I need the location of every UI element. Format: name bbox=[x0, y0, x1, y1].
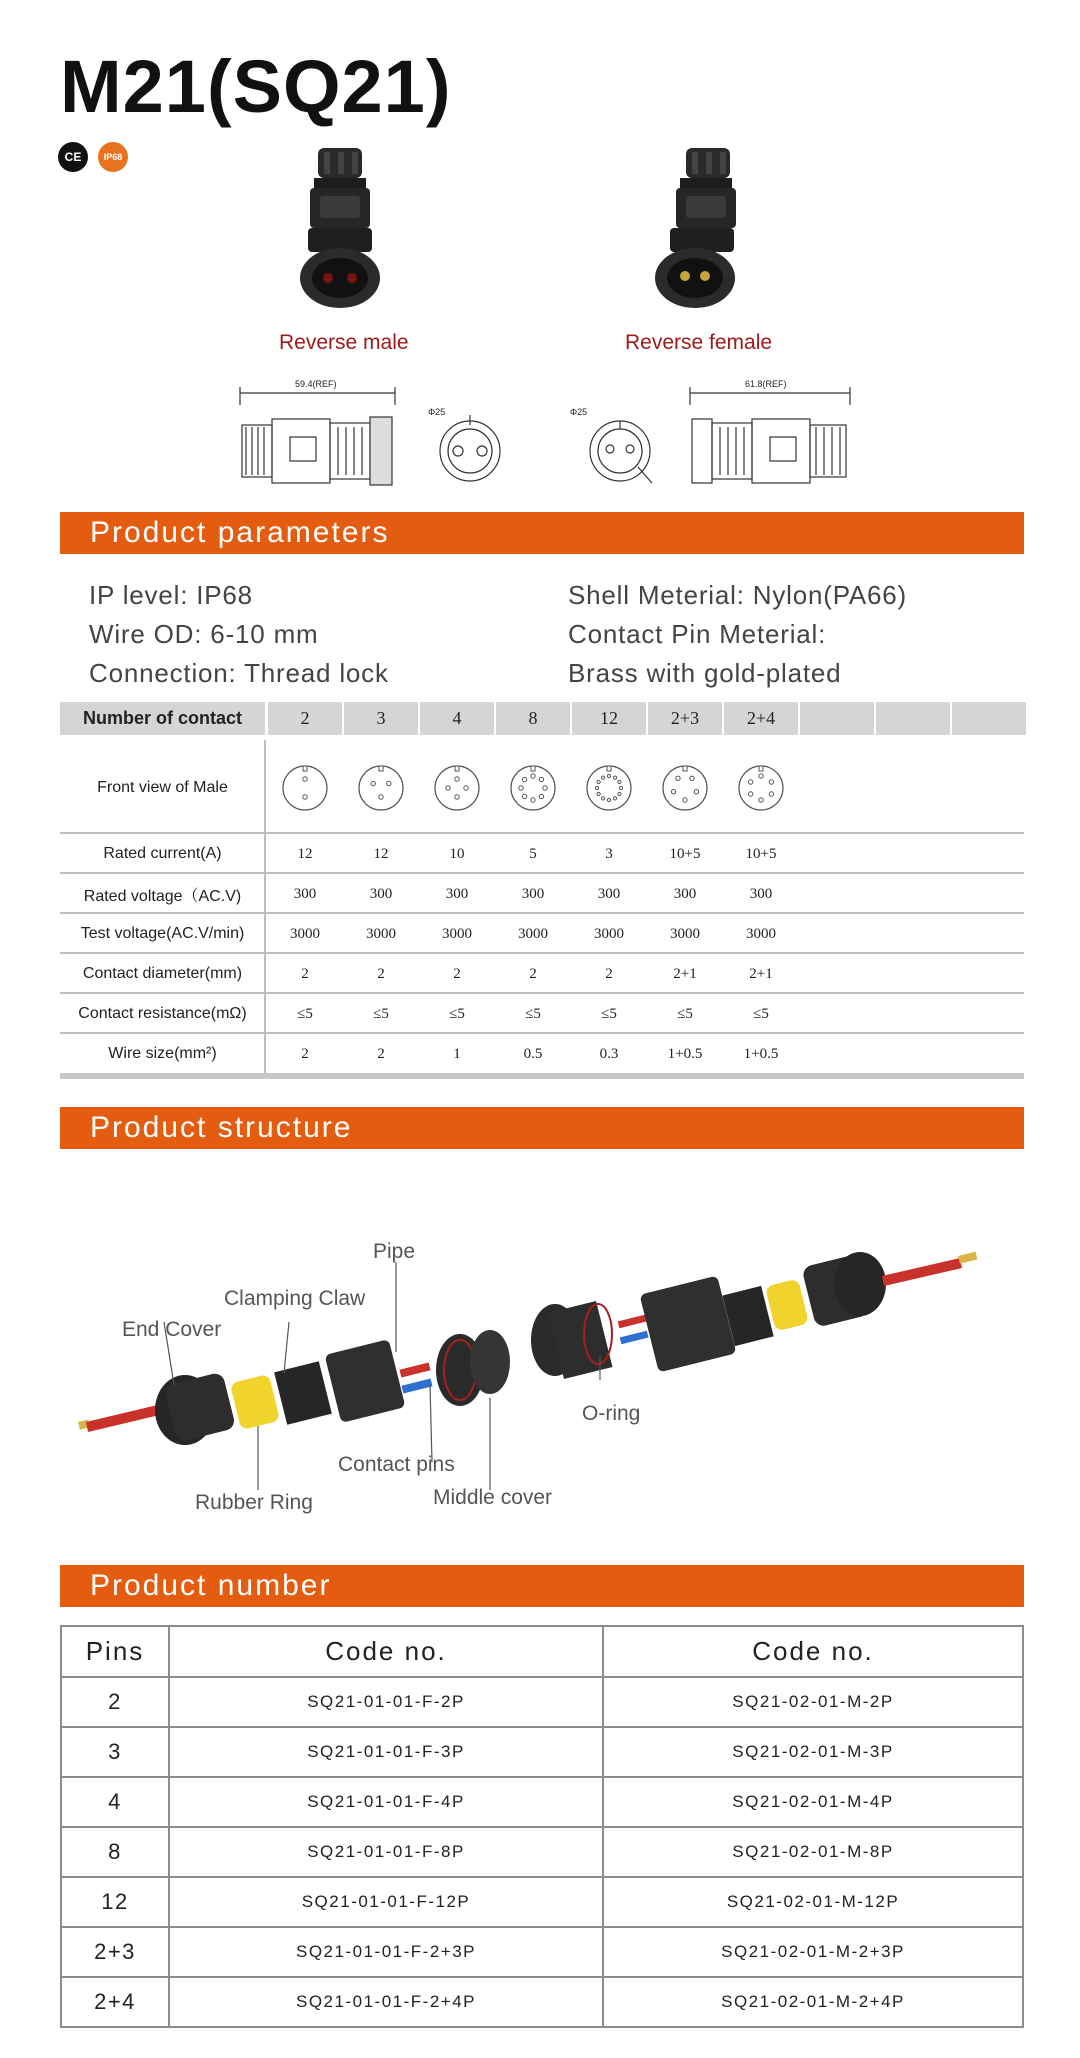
table-row bbox=[61, 1827, 1023, 1877]
male-front-view-icon bbox=[357, 764, 405, 812]
spec-cell: ≤5 bbox=[677, 1005, 693, 1022]
param-contact-pin-plating: Brass with gold-plated bbox=[568, 658, 842, 688]
pn-pins-cell: 4 bbox=[61, 1777, 169, 1827]
pn-pins-cell: 2+3 bbox=[61, 1927, 169, 1977]
table-row bbox=[61, 1677, 1023, 1727]
spec-cell: 12 bbox=[297, 845, 313, 862]
spec-cell: 2 bbox=[301, 1045, 309, 1062]
spec-cell: ≤5 bbox=[297, 1005, 313, 1022]
param-wire-od: Wire OD: 6-10 mm bbox=[89, 619, 319, 649]
dimension-drawings bbox=[230, 375, 890, 493]
spec-cell: ≤5 bbox=[449, 1005, 465, 1022]
spec-cell: 0.5 bbox=[523, 1045, 543, 1062]
spec-cell: 2+1 bbox=[673, 965, 697, 982]
reverse-male-connector-image bbox=[280, 148, 400, 318]
table-row bbox=[61, 1927, 1023, 1977]
spec-cell: 3000 bbox=[442, 925, 472, 942]
pn-code-female-cell: SQ21-01-01-F-4P bbox=[169, 1777, 603, 1827]
table-bottom-border bbox=[60, 1073, 1024, 1079]
female-length-dimension: 61.8(REF) bbox=[745, 379, 787, 389]
spec-cell: 3000 bbox=[518, 925, 548, 942]
pn-code-male-cell: SQ21-02-01-M-3P bbox=[603, 1727, 1023, 1777]
male-diameter-dimension: Φ25 bbox=[428, 407, 446, 417]
spec-row-label: Rated current(A) bbox=[103, 845, 222, 862]
spec-cell: 2 bbox=[301, 965, 309, 982]
table-row-divider bbox=[60, 952, 1024, 954]
table-row-divider bbox=[60, 1032, 1024, 1034]
table-row-divider bbox=[60, 992, 1024, 994]
table-row-divider bbox=[60, 912, 1024, 914]
spec-column-header: 2+4 bbox=[724, 702, 798, 735]
label-contact-pins: Contact pins bbox=[338, 1453, 455, 1476]
spec-cell: 1 bbox=[453, 1045, 461, 1062]
spec-header-label: Number of contact bbox=[60, 702, 265, 735]
spec-column-header bbox=[952, 702, 1026, 735]
spec-column-header: 3 bbox=[344, 702, 418, 735]
spec-cell: 2+1 bbox=[749, 965, 773, 982]
spec-cell: 3000 bbox=[670, 925, 700, 942]
pn-code-female-cell: SQ21-01-01-F-2+4P bbox=[169, 1977, 603, 2027]
spec-cell: 5 bbox=[529, 845, 537, 862]
pn-code-male-cell: SQ21-02-01-M-2+3P bbox=[603, 1927, 1023, 1977]
spec-cell: ≤5 bbox=[525, 1005, 541, 1022]
pn-code-female-cell: SQ21-01-01-F-3P bbox=[169, 1727, 603, 1777]
pn-pins-cell: 12 bbox=[61, 1877, 169, 1927]
pn-code-male-cell: SQ21-02-01-M-4P bbox=[603, 1777, 1023, 1827]
male-front-view-icon bbox=[509, 764, 557, 812]
spec-row-label: Contact resistance(mΩ) bbox=[78, 1005, 247, 1022]
spec-cell: 300 bbox=[749, 885, 773, 902]
spec-cell: 3000 bbox=[746, 925, 776, 942]
spec-cell: 10 bbox=[449, 845, 465, 862]
param-ip-level: IP level: IP68 bbox=[89, 580, 253, 610]
section-parameters-header: Product parameters bbox=[60, 512, 1024, 554]
spec-row-label: Contact diameter(mm) bbox=[82, 965, 243, 982]
spec-column-header: 2 bbox=[268, 702, 342, 735]
pn-pins-cell: 2 bbox=[61, 1677, 169, 1727]
spec-cell: 3000 bbox=[594, 925, 624, 942]
section-structure-header: Product structure bbox=[60, 1107, 1024, 1149]
spec-cell: 300 bbox=[293, 885, 317, 902]
front-view-label: Front view of Male bbox=[97, 778, 228, 796]
spec-cell: ≤5 bbox=[601, 1005, 617, 1022]
table-row bbox=[61, 1977, 1023, 2027]
spec-cell: 10+5 bbox=[669, 845, 701, 862]
param-connection: Connection: Thread lock bbox=[89, 658, 389, 688]
label-clamping-claw: Clamping Claw bbox=[224, 1287, 366, 1310]
spec-cell: 300 bbox=[521, 885, 545, 902]
param-shell-material: Shell Meterial: Nylon(PA66) bbox=[568, 580, 908, 610]
spec-cell: 300 bbox=[597, 885, 621, 902]
table-row-divider bbox=[60, 872, 1024, 874]
male-front-view-icon bbox=[737, 764, 785, 812]
section-number-header: Product number bbox=[60, 1565, 1024, 1607]
reverse-female-connector-image bbox=[640, 148, 760, 318]
ip68-badge-icon: IP68 bbox=[98, 142, 128, 172]
pn-code-male-cell: SQ21-02-01-M-8P bbox=[603, 1827, 1023, 1877]
male-front-view-icon bbox=[281, 764, 329, 812]
spec-column-header: 12 bbox=[572, 702, 646, 735]
spec-cell: 3 bbox=[605, 845, 613, 862]
label-rubber-ring: Rubber Ring bbox=[195, 1491, 313, 1514]
param-contact-pin-material: Contact Pin Meterial: bbox=[568, 619, 827, 649]
spec-cell: 12 bbox=[373, 845, 389, 862]
table-row bbox=[61, 1877, 1023, 1927]
table-row bbox=[61, 1727, 1023, 1777]
reverse-male-caption: Reverse male bbox=[279, 331, 409, 354]
spec-row-label: Wire size(mm²) bbox=[108, 1045, 217, 1062]
pn-code-male-cell: SQ21-02-01-M-12P bbox=[603, 1877, 1023, 1927]
label-pipe: Pipe bbox=[373, 1240, 416, 1263]
spec-cell: 300 bbox=[369, 885, 393, 902]
spec-cell: 2 bbox=[529, 965, 537, 982]
pn-code-female-cell: SQ21-01-01-F-12P bbox=[169, 1877, 603, 1927]
label-end-cover: End Cover bbox=[122, 1318, 222, 1341]
reverse-female-caption: Reverse female bbox=[625, 331, 773, 354]
pn-header-pins: Pins bbox=[61, 1626, 169, 1677]
spec-column-header bbox=[876, 702, 950, 735]
pn-code-male-cell: SQ21-02-01-M-2+4P bbox=[603, 1977, 1023, 2027]
spec-cell: 3000 bbox=[290, 925, 320, 942]
pn-pins-cell: 2+4 bbox=[61, 1977, 169, 2027]
pn-code-female-cell: SQ21-01-01-F-8P bbox=[169, 1827, 603, 1877]
pn-code-female-cell: SQ21-01-01-F-2+3P bbox=[169, 1927, 603, 1977]
pn-header-code-male: Code no. bbox=[603, 1626, 1023, 1677]
pn-header-code-female: Code no. bbox=[169, 1626, 603, 1677]
spec-cell: 300 bbox=[445, 885, 469, 902]
female-diameter-dimension: Φ25 bbox=[570, 407, 588, 417]
spec-cell: 2 bbox=[377, 1045, 385, 1062]
spec-cell: ≤5 bbox=[373, 1005, 389, 1022]
spec-column-header bbox=[800, 702, 874, 735]
page-title: M21(SQ21) bbox=[60, 45, 452, 128]
male-length-dimension: 59.4(REF) bbox=[295, 379, 337, 389]
spec-column-header: 2+3 bbox=[648, 702, 722, 735]
spec-cell: 300 bbox=[673, 885, 697, 902]
spec-column-header: 4 bbox=[420, 702, 494, 735]
spec-cell: 1+0.5 bbox=[743, 1045, 779, 1062]
spec-cell: ≤5 bbox=[753, 1005, 769, 1022]
spec-row-label: Test voltage(AC.V/min) bbox=[80, 925, 245, 942]
table-row bbox=[61, 1777, 1023, 1827]
spec-cell: 2 bbox=[453, 965, 461, 982]
spec-cell: 2 bbox=[377, 965, 385, 982]
pn-code-male-cell: SQ21-02-01-M-2P bbox=[603, 1677, 1023, 1727]
spec-column-header: 8 bbox=[496, 702, 570, 735]
spec-cell: 1+0.5 bbox=[667, 1045, 703, 1062]
label-middle-cover: Middle cover bbox=[433, 1486, 553, 1509]
pn-pins-cell: 3 bbox=[61, 1727, 169, 1777]
spec-cell: 3000 bbox=[366, 925, 396, 942]
male-front-view-icon bbox=[585, 764, 633, 812]
table-row-divider bbox=[60, 832, 1024, 834]
product-number-table bbox=[60, 1625, 1024, 2028]
exploded-structure-image bbox=[70, 1230, 990, 1490]
label-o-ring: O-ring bbox=[582, 1402, 641, 1425]
spec-cell: 2 bbox=[605, 965, 613, 982]
male-front-view-icon bbox=[433, 764, 481, 812]
pn-pins-cell: 8 bbox=[61, 1827, 169, 1877]
spec-row-label: Rated voltage（AC.V) bbox=[83, 887, 242, 905]
pn-code-female-cell: SQ21-01-01-F-2P bbox=[169, 1677, 603, 1727]
male-front-view-icon bbox=[661, 764, 709, 812]
spec-cell: 0.3 bbox=[599, 1045, 619, 1062]
ce-mark-icon: CE bbox=[58, 142, 88, 172]
spec-cell: 10+5 bbox=[745, 845, 777, 862]
